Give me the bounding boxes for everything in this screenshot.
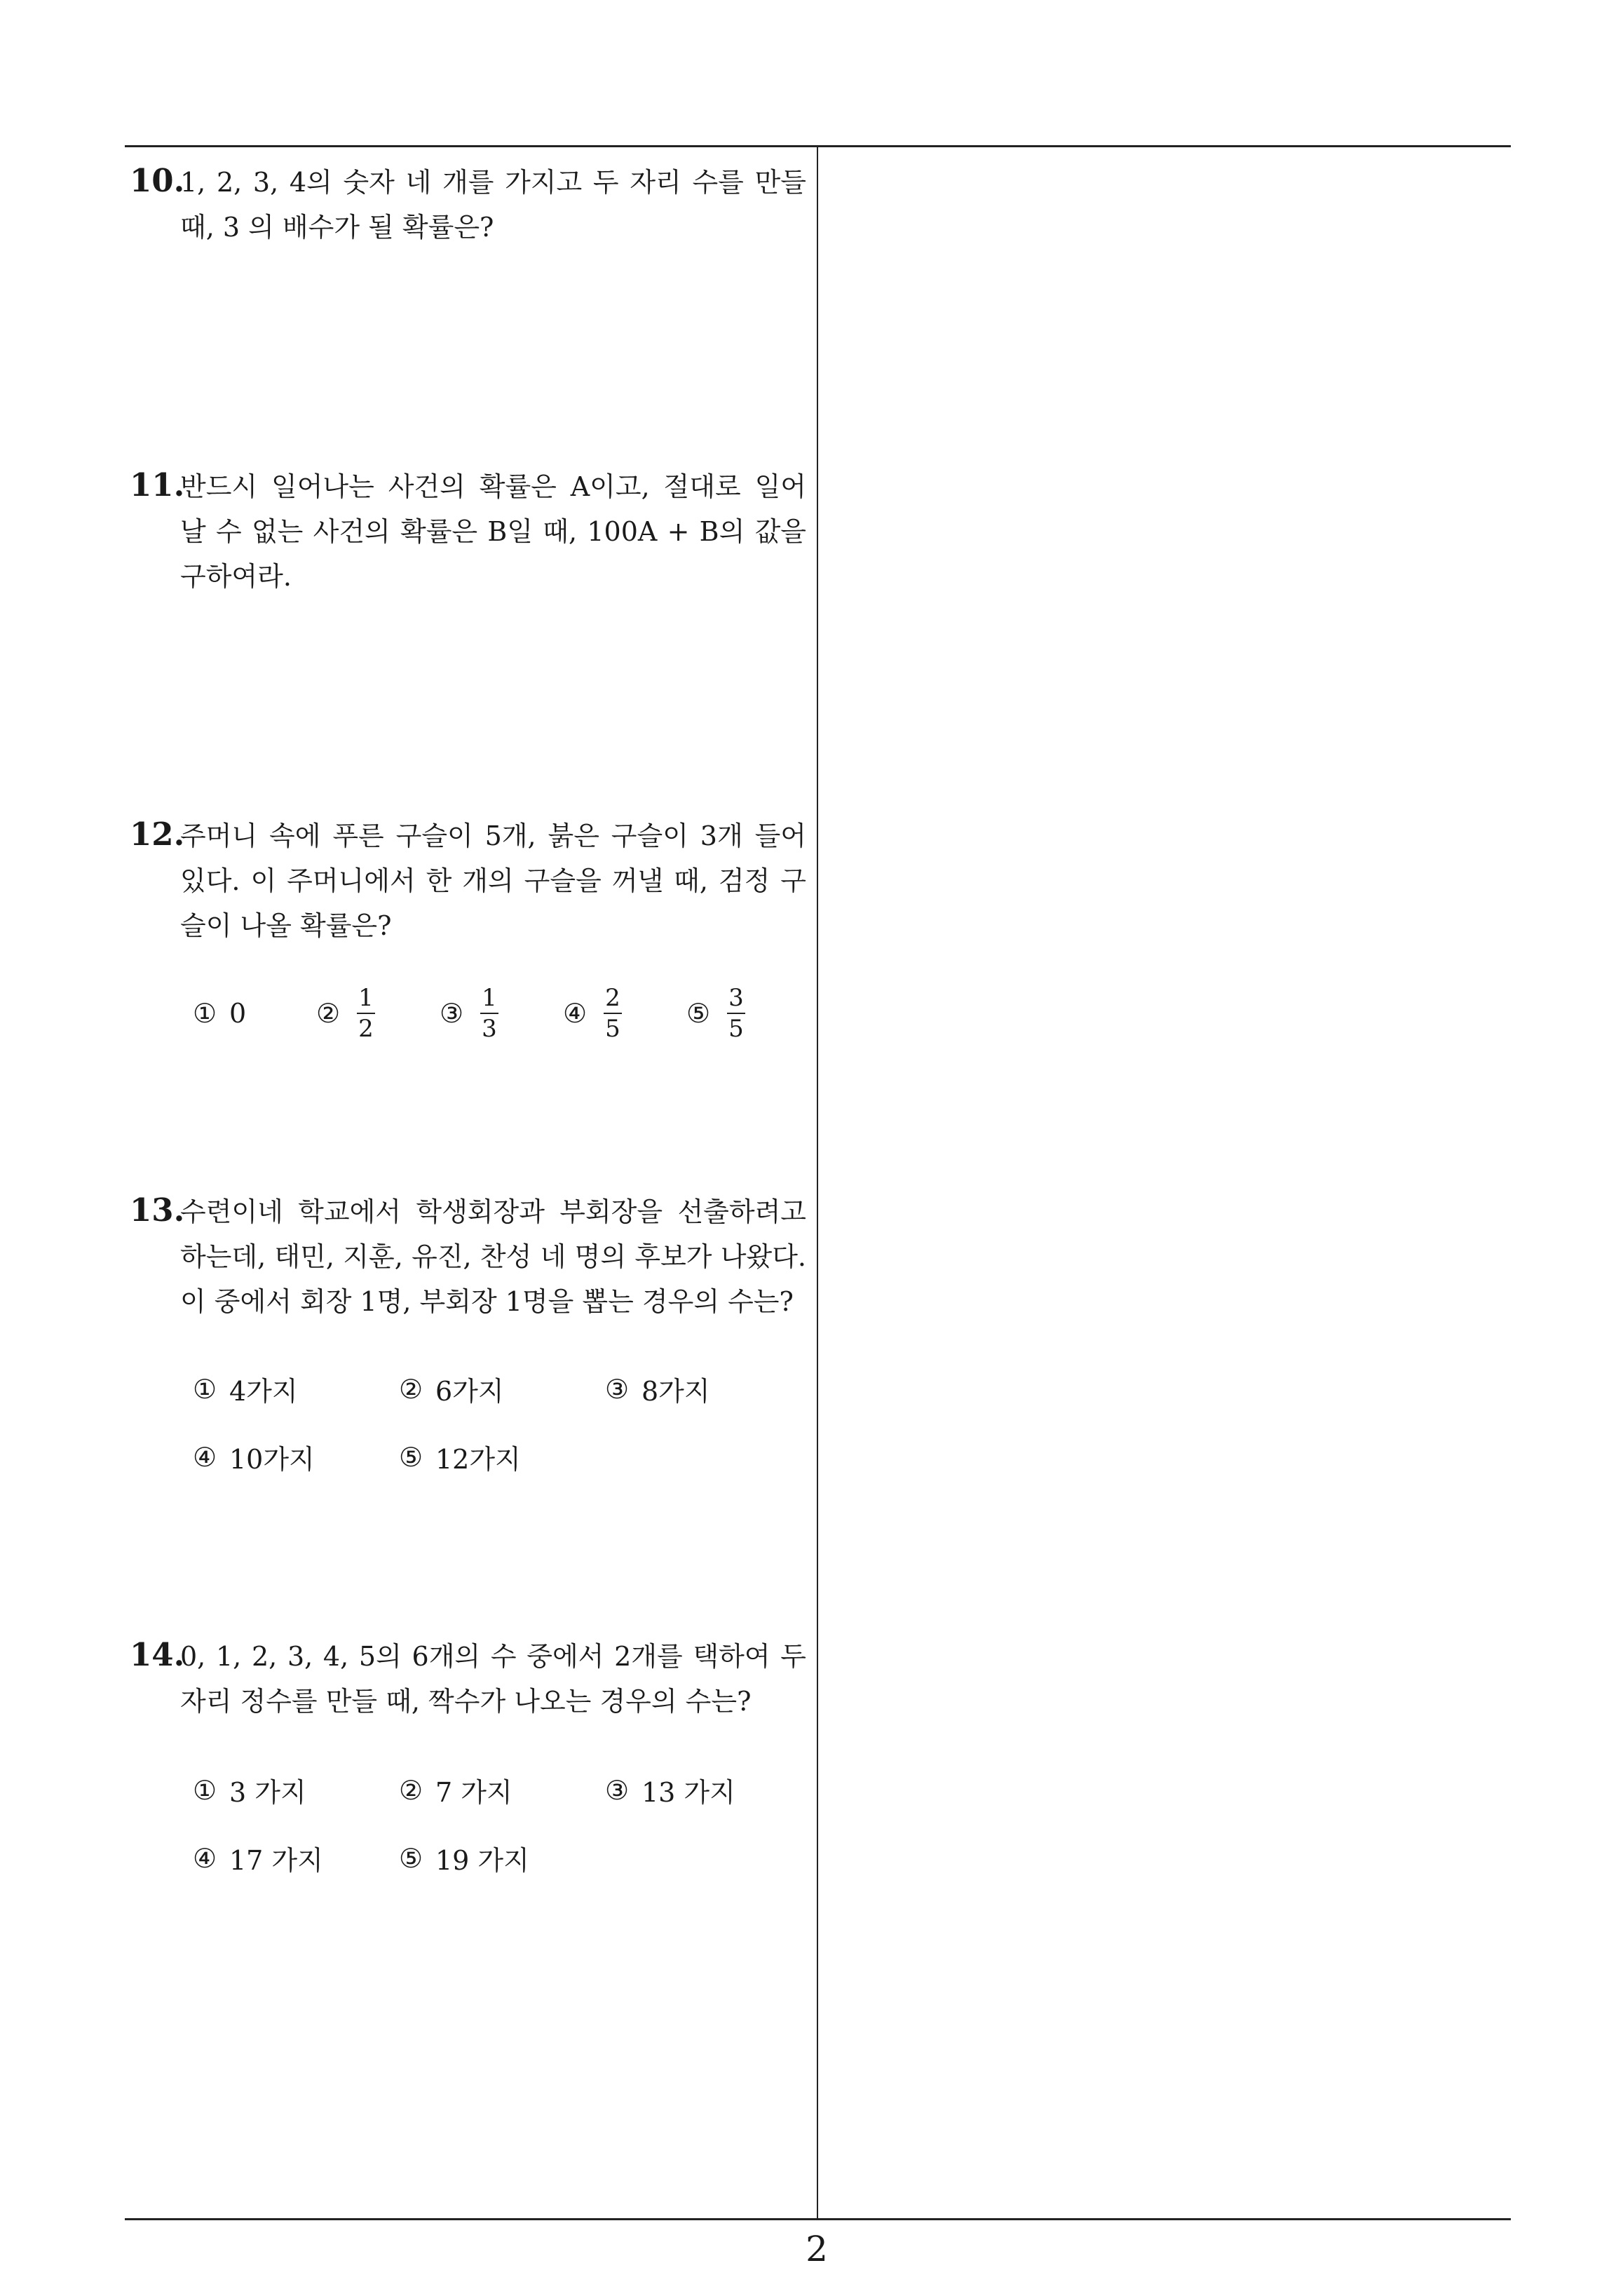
choice-1[interactable] xyxy=(193,1370,298,1408)
choice-text: 12가지 xyxy=(435,1444,521,1475)
fraction-denominator: 2 xyxy=(358,1015,374,1043)
choice-marker: ② xyxy=(399,1774,423,1806)
question-number: 11. xyxy=(130,466,185,504)
question-10 xyxy=(130,160,806,250)
question-line: 때, 3 의 배수가 될 확률은? xyxy=(180,212,494,243)
choice-4[interactable] xyxy=(193,1438,315,1476)
choice-4[interactable] xyxy=(193,1839,323,1877)
choice-text: 0 xyxy=(229,998,247,1029)
question-number: 13. xyxy=(130,1191,185,1229)
fraction-numerator: 1 xyxy=(482,984,497,1012)
choice-marker: ⑤ xyxy=(399,1441,423,1473)
question-12 xyxy=(130,813,806,948)
choice-4[interactable] xyxy=(563,978,622,1048)
choice-marker: ④ xyxy=(563,998,588,1029)
choice-marker: ① xyxy=(193,998,217,1029)
column-divider xyxy=(817,145,818,2218)
question-text xyxy=(180,464,806,599)
choice-2[interactable] xyxy=(399,1771,512,1809)
choice-5[interactable] xyxy=(399,1839,529,1877)
question-number: 12. xyxy=(130,816,185,853)
choice-2[interactable] xyxy=(316,978,375,1048)
choice-3[interactable] xyxy=(605,1370,710,1408)
choice-text: 13 가지 xyxy=(641,1777,735,1808)
choice-3[interactable] xyxy=(440,978,498,1048)
fraction-denominator: 5 xyxy=(728,1015,744,1043)
question-line: 1, 2, 3, 4의 숫자 네 개를 가지고 두 자리 수를 만들 xyxy=(180,167,806,198)
choice-marker: ③ xyxy=(605,1373,630,1405)
choice-marker: ② xyxy=(316,998,341,1029)
choice-5[interactable] xyxy=(399,1438,521,1476)
question-14 xyxy=(130,1634,806,1724)
question-line: 자리 정수를 만들 때, 짝수가 나오는 경우의 수는? xyxy=(180,1686,752,1717)
question-text xyxy=(180,1189,806,1324)
choice-marker: ⑤ xyxy=(399,1842,423,1874)
choice-marker: ② xyxy=(399,1373,423,1405)
question-line: 구하여라. xyxy=(180,561,292,592)
fraction-numerator: 2 xyxy=(605,984,620,1012)
question-text xyxy=(180,160,806,250)
choice-marker: ④ xyxy=(193,1842,217,1874)
choice-marker: ① xyxy=(193,1774,217,1806)
choice-marker: ④ xyxy=(193,1441,217,1473)
fraction-denominator: 5 xyxy=(605,1015,620,1043)
choice-text: 6가지 xyxy=(435,1376,504,1407)
bottom-rule xyxy=(125,2218,1511,2220)
fraction xyxy=(604,983,622,1044)
question-line: 하는데, 태민, 지훈, 유진, 찬성 네 명의 후보가 나왔다. xyxy=(180,1241,806,1272)
question-11 xyxy=(130,464,806,599)
choice-2[interactable] xyxy=(399,1370,504,1408)
question-number: 14. xyxy=(130,1636,185,1673)
choice-5[interactable] xyxy=(686,978,745,1048)
fraction-numerator: 3 xyxy=(728,984,744,1012)
question-line: 이 중에서 회장 1명, 부회장 1명을 뽑는 경우의 수는? xyxy=(180,1286,794,1317)
question-text xyxy=(180,1634,806,1724)
choice-text: 19 가지 xyxy=(435,1845,529,1876)
choice-marker: ⑤ xyxy=(686,998,711,1029)
question-line: 0, 1, 2, 3, 4, 5의 6개의 수 중에서 2개를 택하여 두 xyxy=(180,1641,806,1672)
question-line: 주머니 속에 푸른 구슬이 5개, 붉은 구슬이 3개 들어 xyxy=(180,821,806,851)
question-line: 있다. 이 주머니에서 한 개의 구슬을 꺼낼 때, 검정 구 xyxy=(180,865,806,896)
choice-marker: ③ xyxy=(605,1774,630,1806)
question-line: 슬이 나올 확률은? xyxy=(180,910,392,941)
choice-text: 3 가지 xyxy=(229,1777,306,1808)
question-line: 수련이네 학교에서 학생회장과 부회장을 선출하려고 xyxy=(180,1196,806,1227)
fraction xyxy=(357,983,375,1044)
question-number: 10. xyxy=(130,162,185,199)
choice-text: 4가지 xyxy=(229,1376,298,1407)
choice-text: 7 가지 xyxy=(435,1777,512,1808)
question-line: 날 수 없는 사건의 확률은 B일 때, 100A + B의 값을 xyxy=(180,516,806,547)
choice-text: 10가지 xyxy=(229,1444,315,1475)
question-line: 반드시 일어나는 사건의 확률은 A이고, 절대로 일어 xyxy=(180,471,806,502)
fraction xyxy=(480,983,498,1044)
fraction-numerator: 1 xyxy=(358,984,374,1012)
page-number: 2 xyxy=(806,2229,828,2269)
fraction-denominator: 3 xyxy=(482,1015,497,1043)
question-text xyxy=(180,813,806,948)
choice-marker: ③ xyxy=(440,998,464,1029)
fraction xyxy=(727,983,745,1044)
choice-text: 17 가지 xyxy=(229,1845,323,1876)
choice-1[interactable] xyxy=(193,1771,306,1809)
choice-marker: ① xyxy=(193,1373,217,1405)
choice-1[interactable] xyxy=(193,978,246,1048)
question-13 xyxy=(130,1189,806,1324)
choice-3[interactable] xyxy=(605,1771,735,1809)
choice-text: 8가지 xyxy=(641,1376,710,1407)
